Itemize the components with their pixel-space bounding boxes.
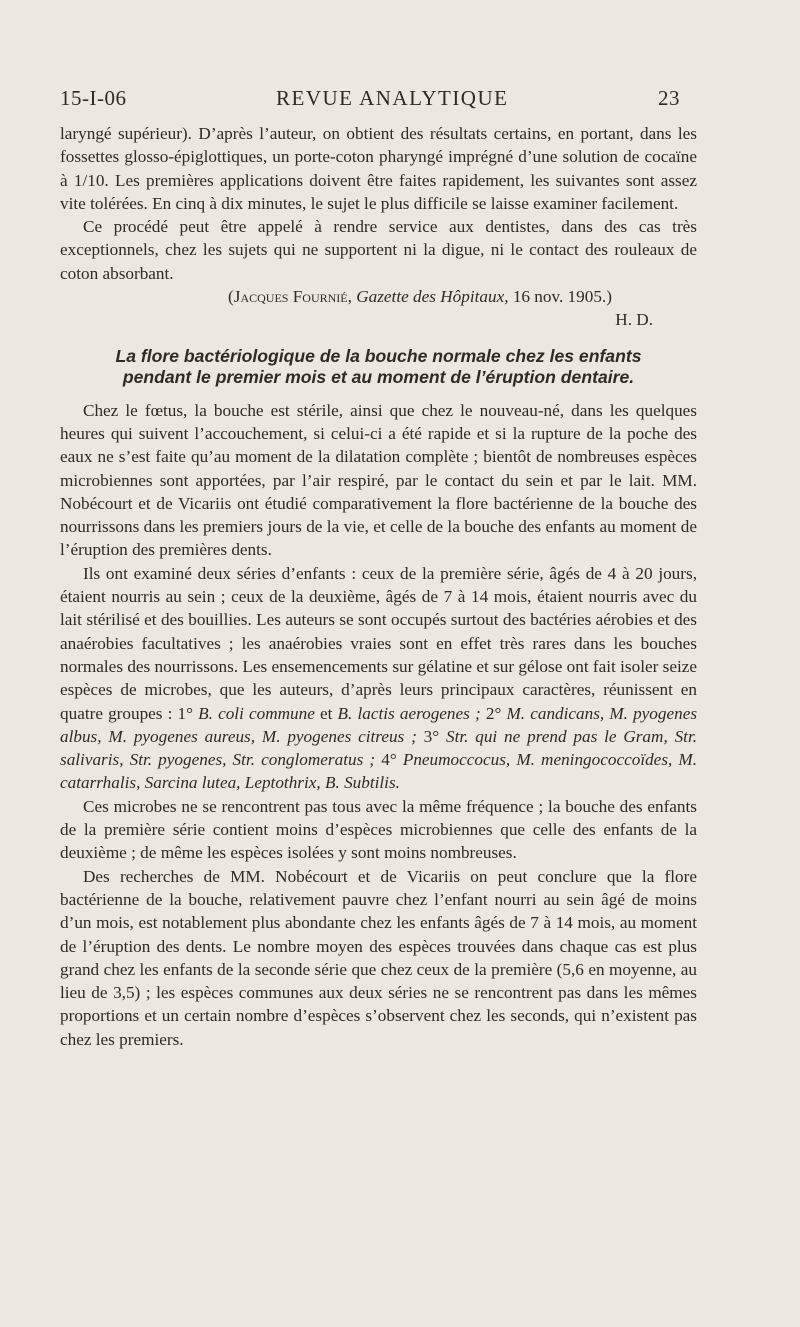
issue-date: 15-I-06: [60, 86, 127, 110]
citation-journal: Gazette des Hôpitaux,: [356, 287, 509, 307]
running-header: [60, 86, 680, 111]
page-body: [60, 122, 697, 1051]
page-number: 23: [658, 86, 680, 110]
article-title-line-2: pendant le premier mois et au moment de l’éruption dentaire.: [122, 367, 635, 388]
article-title: [60, 346, 697, 389]
prev-article-paragraph-1: laryngé supérieur). D’après l’auteur, on obtient des résultats certains, en portant, dans les fossettes glosso-épiglottiques, un porte-coton pharyngé imprégné d’une solution de cocaïne à 1/10. Les premières applications doivent être faites rapidement, les suivantes sont assez vite tolérées. En cinq à dix minutes, le sujet le plus difficile se laisse examiner facilement.: [60, 124, 697, 213]
prev-article-paragraph-2: Ce procédé peut être appelé à rendre service aux dentistes, dans des cas très exceptionnels, chez les sujets qui ne supportent ni la digue, ni le contact des rouleaux de coton absorbant.: [60, 217, 697, 283]
journal-title: REVUE ANALYTIQUE: [276, 86, 509, 110]
conjunction: et: [320, 703, 333, 723]
citation-author: Jacques Fournié,: [233, 287, 352, 307]
species-group-4: Pneumoccocus, M. meningococcoïdes, M. catarrhalis, Sarcina lutea, Leptothrix, B. Subtilis.: [60, 750, 698, 793]
group-2-number: 2°: [485, 703, 502, 723]
species-group-1b: B. lactis aerogenes ;: [337, 703, 481, 723]
species-group-2: M. candicans, M. pyogenes albus, M. pyogenes aureus, M. pyogenes citreus ;: [60, 703, 698, 746]
prev-article-citation: (Jacques Fournié, Gazette des Hôpitaux, 16 nov. 1905.): [228, 287, 612, 307]
group-4-number: 4°: [381, 750, 397, 770]
species-group-3: Str. qui ne prend pas le Gram, Str. salivaris, Str. pyogenes, Str. conglomeratus ;: [60, 726, 698, 770]
article-title-line-1: La flore bactériologique de la bouche normale chez les enfants: [115, 345, 642, 366]
group-3-number: 3°: [423, 726, 440, 746]
author-initials: H. D.: [615, 310, 653, 330]
citation-date: 16 nov. 1905.: [512, 287, 607, 307]
article-paragraph-2: [60, 562, 697, 795]
article-paragraph-4: Des recherches de MM. Nobécourt et de Vicariis on peut conclure que la flore bactérienne de la bouche, relativement pauvre chez l’enfant nourri au sein âgé de moins d’un mois, est notablement plus abondante chez les enfants âgés de 7 à 14 mois, au moment de l’éruption des dents. Le nombre moyen des espèces trouvées dans chaque cas est plus grand chez les enfants de la seconde série que chez ceux de la première (5,6 en moyenne, au lieu de 3,5) ; les espèces communes aux deux séries ne se rencontrent pas dans les mêmes proportions et un certain nombre d’espèces s’observent chez les seconds, qui n’existent pas chez les premiers.: [60, 866, 697, 1049]
article-paragraph-1: Chez le fœtus, la bouche est stérile, ainsi que chez le nouveau-né, dans les quelques heures qui suivent l’accouchement, si celui-ci a été rapide et si la rupture de la poche des eaux ne s’est faite qu’au moment de la dilatation complète ; bientôt de nombreuses espèces microbiennes sont apportées, par l’air respiré, par le contact du sein et par le lait. MM. Nobécourt et de Vicariis ont étudié comparativement la flore bactérienne de la bouche des nourrissons dans les premiers jours de la vie, et celle de la bouche des enfants au moment de l’éruption des premières dents.: [60, 400, 697, 560]
species-group-1a: B. coli commune: [198, 703, 315, 723]
paragraph-2-text: Ils ont examiné deux séries d’enfants : ceux de la première série, âgés de 4 à 20 jours, étaient nourris au sein ; ceux de la deuxième, âgés de 7 à 14 mois, étaient nourris avec du lait stérilisé et des bouillies. Les auteurs se sont occupés surtout des bactéries aérobies et des anaérobies facultatives ; les anaérobies vraies sont en effet très rares dans les bouches normales des nourrissons. Les ensemencements sur gélatine et sur gélose ont fait isoler seize espèces de microbes, que les auteurs, d’après leurs principaux caractères, réunissent en quatre groupes : 1°: [60, 563, 697, 723]
article-paragraph-3: Ces microbes ne se rencontrent pas tous avec la même fréquence ; la bouche des enfants de la première série contient moins d’espèces microbiennes que celle des enfants de la deuxième ; de même les espèces isolées y sont moins nombreuses.: [60, 796, 697, 863]
